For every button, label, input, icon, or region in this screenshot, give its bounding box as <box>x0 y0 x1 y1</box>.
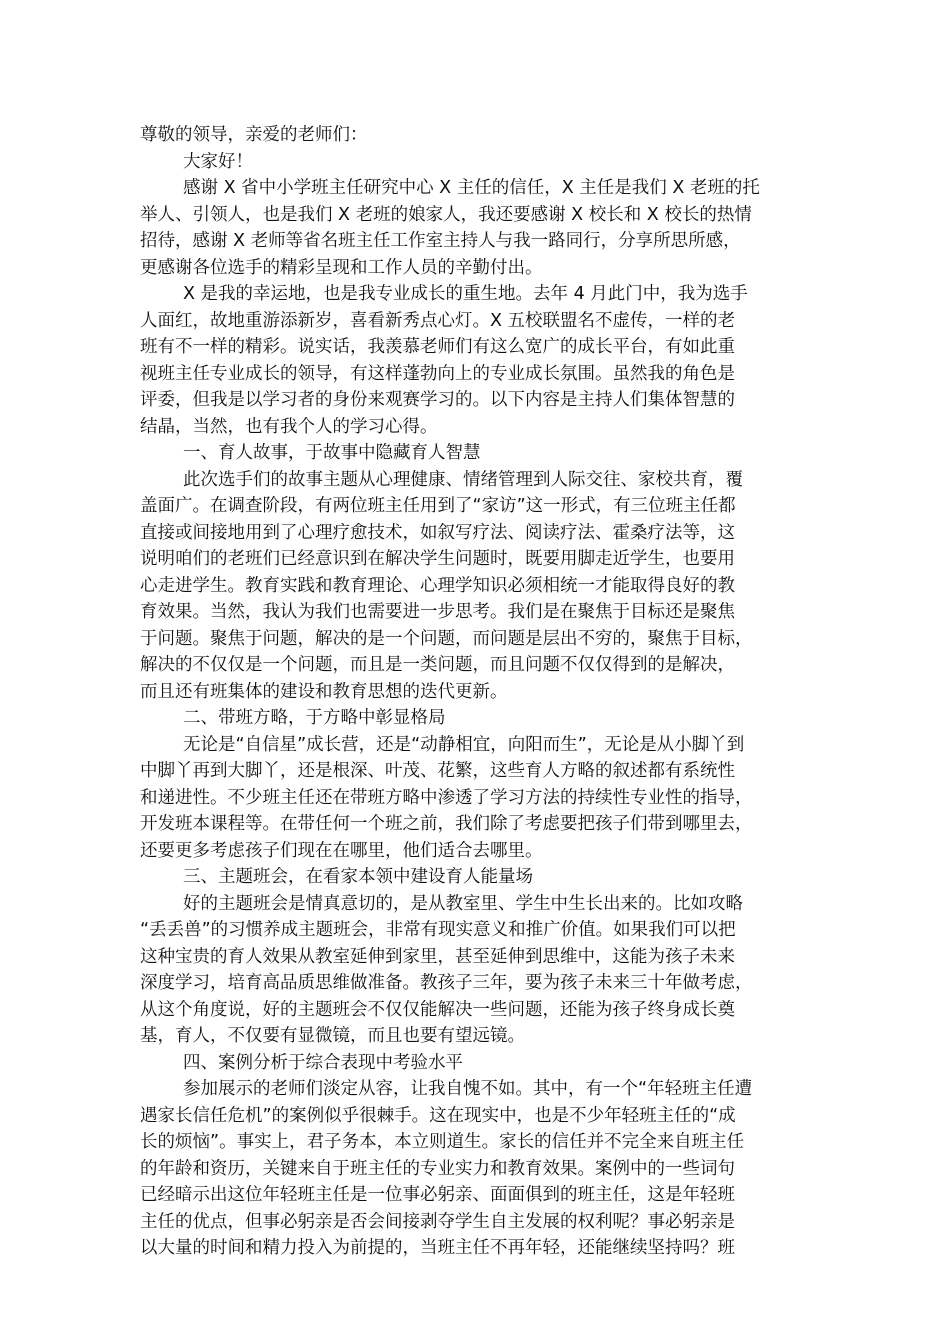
text-line: 直接或间接地用到了心理疗愈技术，如叙写疗法、阅读疗法、霍桑疗法等，这 <box>140 522 735 543</box>
text-line: 人面红，故地重游添新岁，喜看新秀点心灯。X 五校联盟名不虚传，一样的老 <box>140 310 736 331</box>
text-line: 盖面广。在调查阶段，有两位班主任用到了“家访”这一形式，有三位班主任都 <box>140 496 736 516</box>
text-line: 从这个角度说，好的主题班会不仅仅能解决一些问题，还能为孩子终身成长奠 <box>140 999 735 1020</box>
text-line: 此次选手们的故事主题从心理健康、情绪管理到人际交往、家校共育，覆 <box>183 469 743 490</box>
text-line: 四、案例分析于综合表现中考验水平 <box>183 1052 463 1073</box>
text-line: 和递进性。不少班主任还在带班方略中渗透了学习方法的持续性专业性的指导， <box>140 787 753 808</box>
text-line: 招待，感谢 X 老师等省名班主任工作室主持人与我一路同行，分享所思所感， <box>140 231 741 251</box>
text-line: 心走进学生。教育实践和教育理论、心理学知识必须相统一才能取得良好的教 <box>140 575 735 596</box>
text-line: 尊敬的领导，亲爱的老师们： <box>140 125 368 145</box>
text-line: 开发班本课程等。在带任何一个班之前，我们除了考虑要把孩子们带到哪里去， <box>140 814 753 834</box>
text-line: 三、主题班会，在看家本领中建设育人能量场 <box>183 867 533 887</box>
text-line: 二、带班方略，于方略中彰显格局 <box>183 708 446 728</box>
text-line: X 是我的幸运地，也是我专业成长的重生地。去年 4 月此门中，我为选手 <box>183 284 748 304</box>
text-line: 参加展示的老师们淡定从容，让我自愧不如。其中，有一个“年轻班主任遭 <box>183 1079 753 1099</box>
text-line: 结晶，当然，也有我个人的学习心得。 <box>140 416 438 437</box>
text-line: 视班主任专业成长的领导，有这样蓬勃向上的专业成长氛围。虽然我的角色是 <box>140 363 735 384</box>
text-line: 大家好！ <box>183 151 253 172</box>
text-line: 遇家长信任危机”的案例似乎很棘手。这在现实中，也是不少年轻班主任的“成 <box>140 1105 736 1126</box>
text-line: 而且还有班集体的建设和教育思想的迭代更新。 <box>140 681 508 702</box>
text-line: 于问题。聚焦于问题，解决的是一个问题，而问题是层出不穷的，聚焦于目标， <box>140 628 753 649</box>
text-line: 还要更多考虑孩子们现在在哪里，他们适合去哪里。 <box>140 840 543 861</box>
text-line: 感谢 X 省中小学班主任研究中心 X 主任的信任，X 主任是我们 X 老班的托 <box>183 178 760 198</box>
text-line: “丢丢兽”的习惯养成主题班会，非常有现实意义和推广价值。如果我们可以把 <box>140 920 736 940</box>
text-line: 举人、引领人，也是我们 X 老班的娘家人，我还要感谢 X 校长和 X 校长的热情 <box>140 204 752 225</box>
text-line: 的年龄和资历，关键来自于班主任的专业实力和教育效果。案例中的一些词句 <box>140 1158 735 1179</box>
text-line: 一、育人故事，于故事中隐藏育人智慧 <box>183 443 481 463</box>
document-body <box>140 122 812 1262</box>
text-line: 评委，但我是以学习者的身份来观赛学习的。以下内容是主持人们集体智慧的 <box>140 390 735 410</box>
text-line: 基，育人，不仅要有显微镜，而且也要有望远镜。 <box>140 1026 525 1046</box>
text-line: 解决的不仅仅是一个问题，而且是一类问题，而且问题不仅仅得到的是解决， <box>140 655 735 675</box>
text-line: 育效果。当然，我认为我们也需要进一步思考。我们是在聚焦于目标还是聚焦 <box>140 602 735 622</box>
text-line: 说明咱们的老班们已经意识到在解决学生问题时，既要用脚走近学生，也要用 <box>140 549 735 569</box>
text-line: 更感谢各位选手的精彩呈现和工作人员的辛勤付出。 <box>140 257 543 278</box>
text-line: 以大量的时间和精力投入为前提的，当班主任不再年轻，还能继续坚持吗？班 <box>140 1238 735 1258</box>
text-line: 好的主题班会是情真意切的，是从教室里、学生中生长出来的。比如攻略 <box>183 893 743 914</box>
text-line: 深度学习，培育高品质思维做准备。教孩子三年，要为孩子未来三十年做考虑， <box>140 973 753 993</box>
text-line: 班有不一样的精彩。说实话，我羡慕老师们有这么宽广的成长平台，有如此重 <box>140 337 735 357</box>
text-line: 已经暗示出这位年轻班主任是一位事必躬亲、面面俱到的班主任，这是年轻班 <box>140 1185 735 1205</box>
text-line: 中脚丫再到大脚丫，还是根深、叶茂、花繁，这些育人方略的叙述都有系统性 <box>140 761 735 781</box>
text-line: 长的烦恼”。事实上，君子务本，本立则道生。家长的信任并不完全来自班主任 <box>140 1132 745 1152</box>
text-line: 无论是“自信星”成长营，还是“动静相宜，向阳而生”，无论是从小脚丫到 <box>183 734 745 755</box>
text-line: 主任的优点，但事必躬亲是否会间接剥夺学生自主发展的权利呢？事必躬亲是 <box>140 1211 735 1232</box>
text-line: 这种宝贵的育人效果从教室延伸到家里，甚至延伸到思维中，这能为孩子未来 <box>140 946 735 967</box>
